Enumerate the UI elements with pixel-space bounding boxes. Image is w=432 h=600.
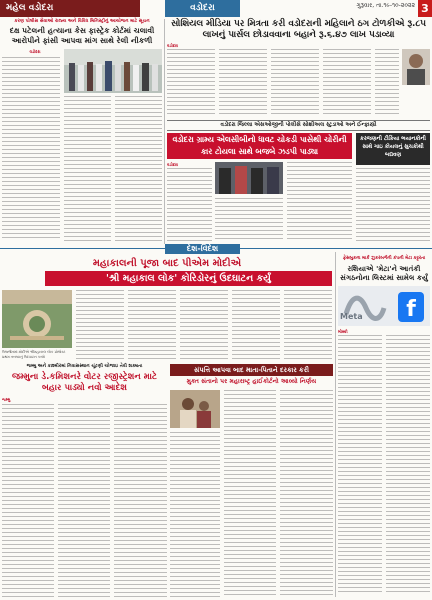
top-story xyxy=(167,19,430,119)
mahakal-body-1 xyxy=(76,290,124,360)
mahakal-headline-line1: મહાકાલની પૂજા બાદ પીએમ મોદીએ xyxy=(92,258,242,269)
top-story-body-1 xyxy=(167,49,215,117)
mahakal-photo xyxy=(2,290,72,348)
rally-photo xyxy=(64,49,162,93)
jk-story-body-2 xyxy=(58,404,110,597)
left-story-body-2 xyxy=(64,96,111,241)
mahakal-headline-line2: 'શ્રી મહાકાલ લોક' કોરિડોરનું ઉદઘાટન કર્યું xyxy=(45,271,332,286)
mahakal-caption: ઉજ્જૈનમાં મોદીએ શ્રીમહાકાલ લોક પ્રોજેક્ટ પ્રથમ તબક્કાનું ઉદઘાટન કરશે xyxy=(2,350,66,359)
top-story-photo-image xyxy=(402,49,430,85)
left-story-body-3 xyxy=(115,96,162,241)
left-story xyxy=(2,19,162,244)
court-headline-line2: મુક્ત સંતાનો પર મહારાષ્ટ્ર હાઈકોર્ટનો આવ્યો નિર્ણય xyxy=(186,378,317,385)
side-box-headline: કરજણની ટીકિયા ભયાનકોની સાથે ગાઇ કોયલનું સુચકોથી બદ્યવણ xyxy=(356,133,430,165)
top-story-byline: વડોદરા xyxy=(167,43,178,48)
side-box-body xyxy=(356,168,430,242)
mahakal-body-2 xyxy=(128,290,176,360)
crime-story-headline: વડોદરા ગ્રામ્ય એલસીબીનો ધાવટ ચોકડી પાસેથી ચોરીની કાર ટોયલા સાથે બજબે ઝડપી પાડ્યા xyxy=(167,133,352,159)
top-story-body-5 xyxy=(375,49,399,117)
mahakal-body-5 xyxy=(284,290,332,360)
crime-story-photo xyxy=(215,162,283,194)
meta-logo-label: Meta xyxy=(340,312,363,321)
mahakal-body-4 xyxy=(232,290,280,360)
rally-photo-image xyxy=(64,49,162,93)
meta-story-body-1 xyxy=(338,335,382,595)
jk-story-headline: જમ્મુના ડે.કમિશનરે વોટર રજીસ્ટ્રેશન માટે બહાર પાડ્યો નવો આદેશ xyxy=(12,372,157,393)
top-story-body-4 xyxy=(323,49,371,117)
meta-story-byline: મોસ્કો xyxy=(338,329,348,334)
banner-strip: વડોદરા જિલ્લા એસઓજીની પોલીસે સોશીઅલ સ્ટુડાઓ અને ઈન્ફાસ્ત્રી xyxy=(167,120,430,131)
crime-story-byline: વડોદરા xyxy=(167,162,178,167)
crime-story-body-2 xyxy=(215,198,283,242)
section-label-left: મહેલ વડોદરા xyxy=(0,0,140,17)
column-divider-lower xyxy=(335,252,336,597)
jk-story-kicker: જમ્મુ અને કાશ્મીરમાં નિવાસસ્થાન ચૂંટણી યોજાઇ તેવી શક્યતા xyxy=(26,364,143,369)
court-photo-image xyxy=(170,390,220,428)
court-headline-line1: સંપત્તિ આપવા બાદ માતા-પિતાને દરકાર કરી xyxy=(170,364,333,376)
court-body-1 xyxy=(224,390,276,597)
left-story-body-1 xyxy=(2,57,60,241)
top-story-photo xyxy=(402,49,430,85)
top-story-headline: સોશિયલ મીડિયા પર મિત્રતા કરી વડોદરાની મહિલાને ઠગ ટોળકીએ રૂ.૮૫ લાખનું પાર્સલ છોડાવવાના બહાને રૂ.૬.૪૭ લાખ પડાવ્યા xyxy=(171,19,426,40)
mahakal-photo-image xyxy=(2,290,72,348)
court-body-3 xyxy=(170,432,220,597)
top-story-body-2 xyxy=(219,49,267,117)
mahakal-body-3 xyxy=(180,290,228,360)
crime-story-body-3 xyxy=(287,162,352,242)
top-story-body-3 xyxy=(271,49,319,117)
jk-story-body-3 xyxy=(114,404,167,597)
section-label-center: વડોદરા xyxy=(165,0,240,17)
column-divider xyxy=(164,19,165,244)
court-body-2 xyxy=(280,390,333,597)
section-bar: દેશ-વિદેશ xyxy=(165,244,240,254)
page-header xyxy=(0,0,432,17)
crime-story-body-1 xyxy=(167,168,212,242)
svg-text:f: f xyxy=(406,297,416,322)
issue-date: ગુરૂવાર, તા.૧૯-૧૦-૨૦૨૨ xyxy=(356,2,415,9)
meta-story-kicker: ફેસબુકના માર્ક ઝુકરબર્ગની કંપની મેટા કટ્ટરતા xyxy=(342,256,426,261)
meta-story-headline: રશિયાએ 'મેટા'ને આતંકી સંગઠનોના લિસ્ટમાં સામેલ કર્યું xyxy=(340,264,428,282)
meta-story-body-2 xyxy=(386,335,430,595)
jk-story-body-1 xyxy=(2,404,54,597)
left-story-byline: વડોદરા xyxy=(29,49,41,54)
left-story-headline: દક્ષ પટેલની હત્યાના કેસ ફાસ્ટ્રેક કોર્ટમાં ચલાવી આરોપીને ફાંસી આપવા માંગ સાથે રેલી નીકળી xyxy=(9,26,155,45)
jk-story-byline: જમ્મુ xyxy=(2,397,11,402)
left-story-kicker: કરણ પોલીસ સેવાઓ રાજ્ય અને વિવિધ મિનિસ્ટ્રીનું આયોજન માટે સૂચન xyxy=(14,19,150,24)
court-photo xyxy=(170,390,220,428)
crime-story-photo-image xyxy=(215,162,283,194)
page-number: 3 xyxy=(418,0,432,17)
